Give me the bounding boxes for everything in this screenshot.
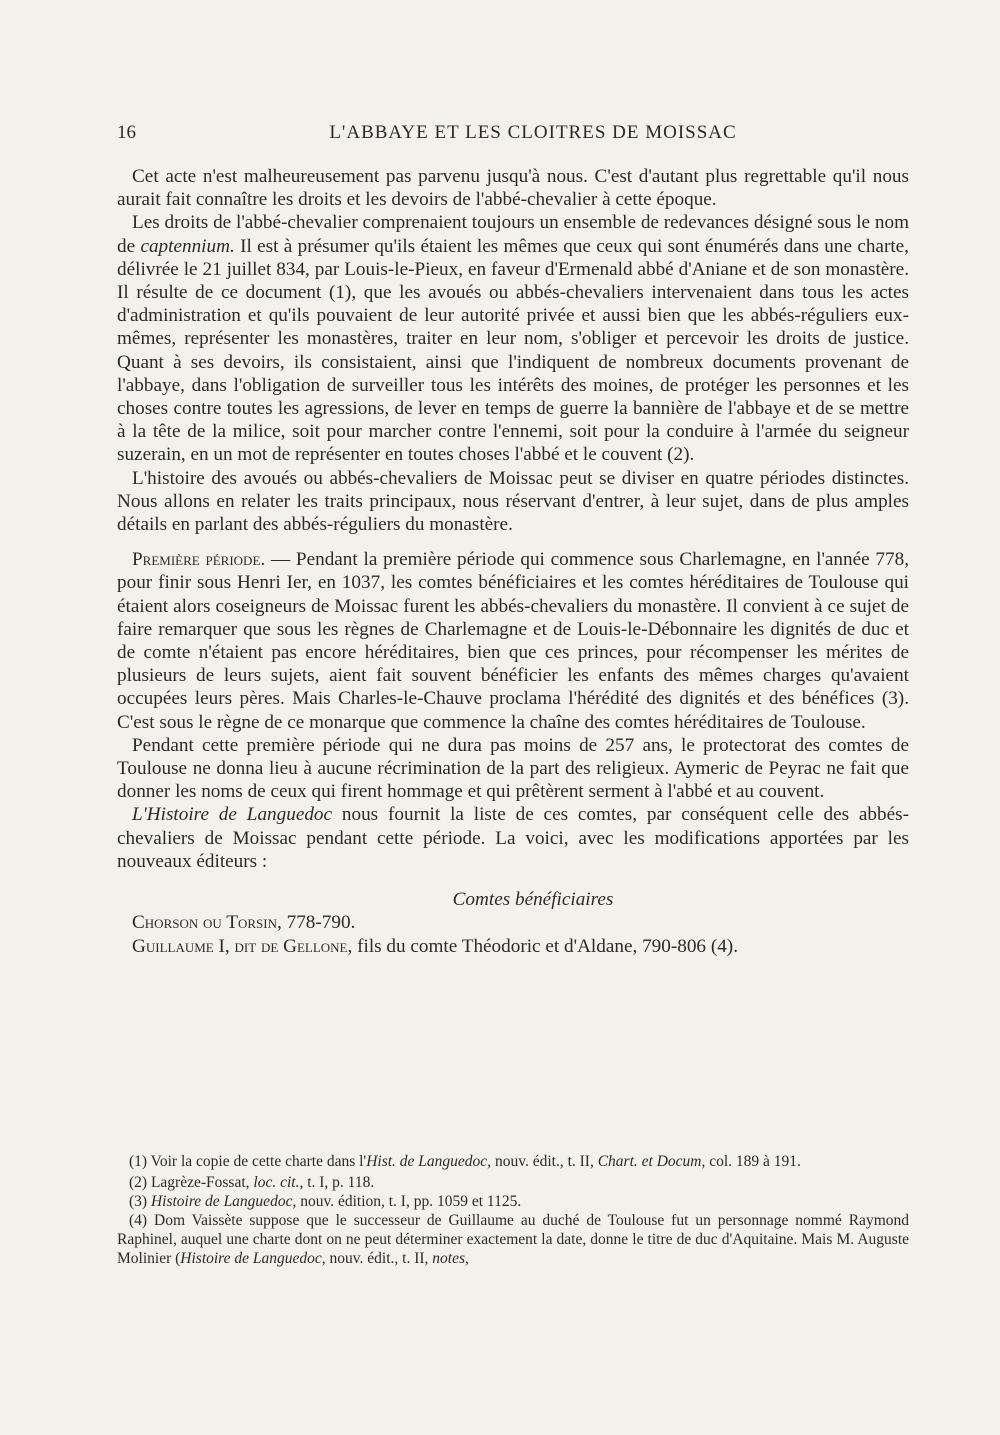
- page-number: 16: [117, 122, 136, 143]
- footnote-text: (1) Voir la copie de cette charte dans l': [129, 1153, 367, 1170]
- footnote: [117, 1173, 909, 1192]
- count-dates: fils du comte Théodoric et d'Aldane, 790-806 (4).: [352, 935, 738, 957]
- footnote-text: t. I, p. 118.: [303, 1174, 375, 1191]
- paragraph-text: — Pendant la première période qui commence sous Charlemagne, en l'année 778, pour finir sous Henri Ier, en 1037, les comtes bénéficiaires et les comtes héréditaires de Toulouse qui étaient alors coseigneurs de Moissac furent les abbés-chevaliers du monastère. Il convient à ce sujet de faire remarquer que sous les règnes de Charlemagne et de Louis-le-Débonnaire les dignités de duc et de comte n'étaient pas encore héréditaires, bien que ces princes, pour récompenser les mérites de plusieurs de leurs sujets, aient fait souvent bénéficier les enfants des mêmes charges qu'avaient occupées leurs pères. Mais Charles-le-Chauve proclama l'hérédité des dignités et des bénéfices (3). C'est sous le règne de ce monarque que commence la chaîne des comtes héréditaires de Toulouse.: [117, 549, 909, 733]
- count-dates: 778-790.: [281, 912, 356, 934]
- paragraph-text: Les droits de l'abbé-chevalier comprenaient toujours un ensemble de redevances désigné sous le nom de: [117, 212, 909, 257]
- paragraph: [117, 211, 909, 466]
- book-title: L'Histoire de Languedoc: [132, 804, 333, 826]
- paragraph: [117, 165, 909, 211]
- footnote: [117, 1192, 909, 1211]
- count-name: Chorson ou Torsin,: [132, 912, 282, 934]
- footnote-text: nouv. édition, t. I, pp. 1059 et 1125.: [296, 1193, 522, 1210]
- footnote-italic: Histoire de Languedoc,: [180, 1250, 326, 1267]
- footnote-text: nouv. édit., t. II,: [325, 1250, 433, 1267]
- paragraph: [117, 734, 909, 804]
- section-heading: Première période.: [132, 549, 266, 571]
- paragraph-text: nous fournit la liste de ces comtes, par conséquent celle des abbés-chevaliers de Moissac pendant cette période. La voici, avec les modifications apportées par les nouveaux éditeurs :: [117, 804, 909, 872]
- footnote-italic: notes,: [432, 1250, 469, 1267]
- paragraph-text: Il est à présumer qu'ils étaient les mêmes que ceux qui sont énumérés dans une charte, délivrée le 21 juillet 834, par Louis-le-Pieux, en faveur d'Ermenald abbé d'Aniane et de son monastère. Il résulte de ce document (1), que les avoués ou abbés-chevaliers intervenaient dans tous les actes d'administration et qu'ils pouvaient de leur autorité privée et aussi bien que les abbés-réguliers eux-mêmes, représenter les monastères, traiter en leur nom, s'obliger et percevoir les droits de justice. Quant à ses devoirs, ils consistaient, ainsi que l'indiquent de nombreux documents provenant de l'abbaye, dans l'obligation de surveiller tous les intérêts des moines, de protéger les personnes et les choses contre toutes les agressions, de lever en temps de guerre la bannière de l'abbaye et de se mettre à la tête de la milice, soit pour marcher contre l'ennemi, soit pour la conduire à l'armée du seigneur suzerain, en un mot de représenter en toutes choses l'abbé et le couvent (2).: [117, 235, 909, 466]
- main-text: [117, 165, 909, 958]
- page-header: [117, 122, 909, 152]
- paragraph-text: Cet acte n'est malheureusement pas parvenu jusqu'à nous. C'est d'autant plus regrettable qu'il nous aurait fait connaître les droits et les devoirs de l'abbé-chevalier à cette époque.: [117, 166, 909, 211]
- paragraph-text: Pendant cette première période qui ne dura pas moins de 257 ans, le protectorat des comtes de Toulouse ne donna lieu à aucune récrimination de la part des religieux. Aymeric de Peyrac ne fait que donner les noms de ceux qui firent hommage et qui prêtèrent serment à l'abbé et au couvent.: [117, 734, 909, 803]
- footnote-italic: Hist. de Languedoc,: [366, 1153, 492, 1170]
- list-item: [117, 911, 909, 934]
- paragraph: [117, 548, 909, 734]
- footnote-italic: Histoire de Languedoc,: [150, 1193, 297, 1210]
- footnote-text: (2) Lagrèze-Fossat,: [129, 1174, 254, 1191]
- italic-term: captennium.: [140, 235, 235, 257]
- list-heading: Comtes bénéficiaires: [452, 889, 614, 911]
- paragraph-text: L'histoire des avoués ou abbés-chevaliers de Moissac peut se diviser en quatre périodes distinctes. Nous allons en relater les traits principaux, nous réservant d'entrer, à leur sujet, dans de plus amples détails en parlant des abbés-réguliers du monastère.: [117, 467, 909, 536]
- footnote-text: (3): [129, 1193, 151, 1210]
- footnotes: [117, 1152, 909, 1268]
- paragraph: [117, 467, 909, 537]
- footnote-italic: loc. cit.,: [253, 1174, 304, 1191]
- footnote-italic: Chart. et Docum: [597, 1153, 702, 1170]
- paragraph: [117, 803, 909, 873]
- count-name: Guillaume I, dit de Gellone,: [132, 935, 353, 957]
- footnote-text: nouv. édit., t. II,: [491, 1153, 598, 1170]
- footnote: [117, 1211, 909, 1268]
- running-title: L'ABBAYE ET LES CLOITRES DE MOISSAC: [329, 122, 737, 143]
- list-item: [117, 935, 909, 958]
- footnote-text: , col. 189 à 191.: [701, 1153, 801, 1170]
- footnote: [117, 1152, 909, 1171]
- footnote-text: (4) Dom Vaissète suppose que le successeur de Guillaume au duché de Toulouse fut un personnage nommé Raymond Raphinel, auquel une charte dont on ne peut déterminer exactement la date, donne le titre de duc d'Aquitaine. Mais M. Auguste Molinier (: [117, 1212, 909, 1267]
